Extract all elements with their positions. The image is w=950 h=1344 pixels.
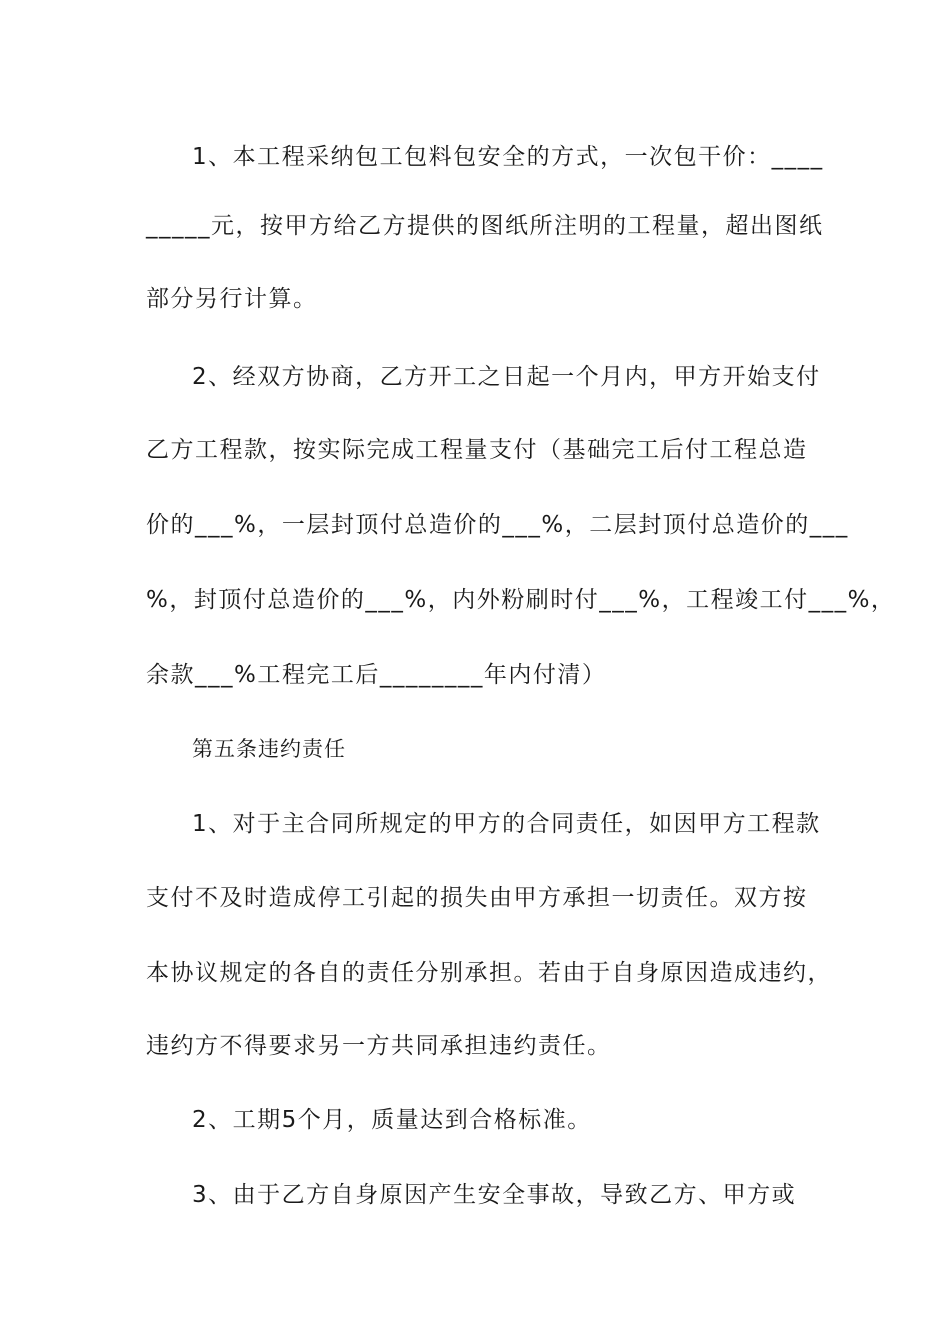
- payment-clause-1-line-2: _____元，按甲方给乙方提供的图纸所注明的工程量，超出图纸: [146, 213, 824, 239]
- payment-clause-2-line-2: 乙方工程款，按实际完成工程量支付（基础完工后付工程总造: [146, 437, 808, 463]
- payment-clause-2-line-4: %，封顶付总造价的___%，内外粉刷时付___%，工程竣工付___%，: [146, 587, 896, 613]
- breach-clause-1-line-3: 本协议规定的各自的责任分别承担。若由于自身原因造成违约，: [146, 960, 832, 986]
- breach-clause-3-line-1: 3、由于乙方自身原因产生安全事故，导致乙方、甲方或: [192, 1182, 797, 1208]
- payment-clause-1-line-1: 1、本工程采纳包工包料包安全的方式，一次包干价：____: [192, 144, 824, 170]
- breach-clause-1-line-1: 1、对于主合同所规定的甲方的合同责任，如因甲方工程款: [192, 811, 821, 837]
- payment-clause-2-line-3: 价的___%，一层封顶付总造价的___%，二层封顶付总造价的___: [146, 512, 849, 538]
- breach-clause-1-line-4: 违约方不得要求另一方共同承担违约责任。: [146, 1033, 612, 1059]
- section-heading-breach: 第五条违约责任: [192, 737, 346, 761]
- payment-clause-1-line-3: 部分另行计算。: [146, 286, 318, 312]
- breach-clause-2: 2、工期5个月，质量达到合格标准。: [192, 1107, 592, 1133]
- breach-clause-1-line-2: 支付不及时造成停工引起的损失由甲方承担一切责任。双方按: [146, 885, 808, 911]
- payment-clause-2-line-5: 余款___%工程完工后________年内付清）: [146, 662, 607, 688]
- payment-clause-2-line-1: 2、经双方协商，乙方开工之日起一个月内，甲方开始支付: [192, 364, 821, 390]
